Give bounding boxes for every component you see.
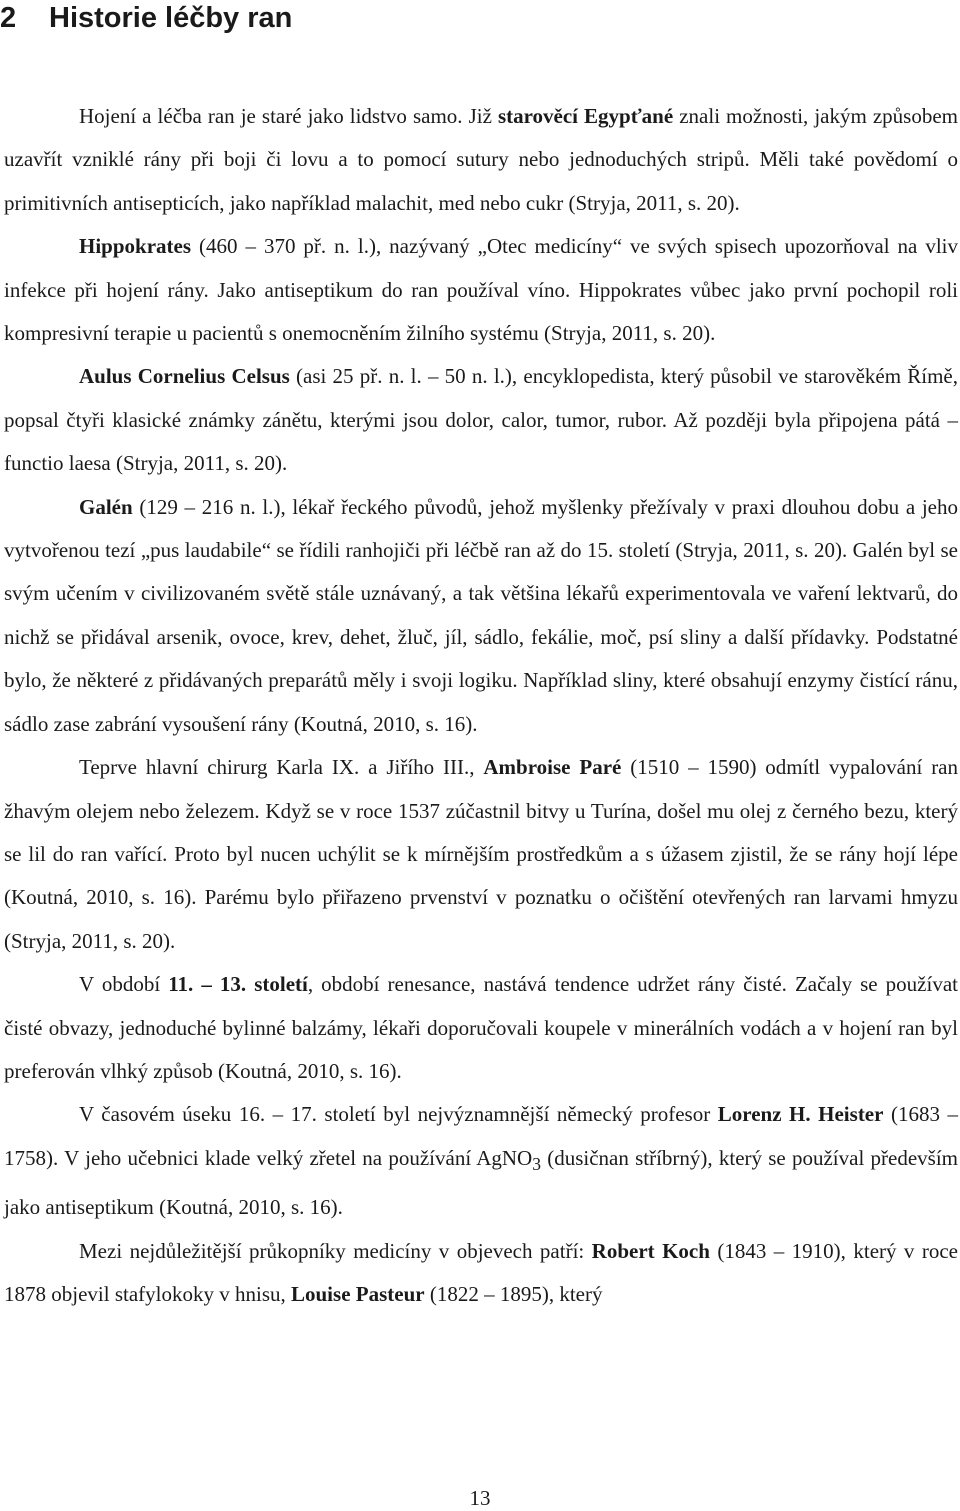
text-run: (1822 – 1895), který	[424, 1282, 603, 1307]
text-run: Hojení a léčba ran je staré jako lidstvo samo. Již	[79, 104, 498, 128]
text-run: V období	[79, 972, 169, 997]
text-run: (dusičnan stříbrný), který se používal především jako antiseptikum (Koutná, 2010, s. 16).	[4, 1145, 959, 1220]
text-run: V časovém úseku 16. – 17. století byl nejvýznamnější německý profesor	[79, 1102, 718, 1127]
text-run: (460 – 370 př. n. l.), nazývaný „Otec medicíny“ ve svých spisech upozorňoval na vliv infekce při hojení rány. Jako antiseptikum do ran používal víno. Hippokrates vůbec jako první pochopil roli kompresivní terapie u pacientů s onemocněním žilního systému (Stryja, 2011, s. 20).	[4, 234, 958, 346]
text-run: znali možnosti, jakým způsobem uzavřít vzniklé rány při boji či lovu a to pomocí sutury nebo jednoduchých stripů. Měli také povědomí o primitivních antisepticích, jako například malachit, med nebo cukr (Stryja, 2011, s. 20).	[4, 104, 959, 215]
text-run: (129 – 216 n. l.), lékař řeckého původů, jehož myšlenky přežívaly v praxi dlouhou dobu a jeho vytvořenou tezí „pus laudabile“ se řídili ranhojiči při léčbě ran až do 15. století (Stryja, 2011, s. 20). Galén byl se svým učením v civilizovaném světě stále uznávaný, a tak většina lékařů experimentovala ve vaření lektvarů, do nichž se přidával arsenik, ovoce, krev, dehet, žluč, jíl, sádlo, fekálie, moč, psí sliny a další přídavky. Podstatné bylo, že některé z přidávaných preparátů měly i svoji logiku. Například sliny, které obsahují enzymy čistící ránu, sádlo zase zabrání vysoušení rány (Koutná, 2010, s. 16).	[4, 494, 958, 736]
bold-term: Lorenz H. Heister	[717, 1102, 884, 1127]
bold-term: 11. – 13. století	[168, 972, 308, 997]
bold-term: Louise Pasteur	[291, 1282, 425, 1307]
bold-term: Ambroise Paré	[483, 755, 622, 780]
text-run: (1683 – 1758). V jeho učebnici klade velký zřetel na používání AgNO	[4, 1102, 958, 1170]
section-number: 2	[0, 2, 17, 34]
paragraph-celsus	[4, 355, 958, 485]
text-run: (1510 – 1590) odmítl vypalování ran žhavým olejem nebo železem. Když se v roce 1537 zúčastnil bitvy u Turína, došel mu olej z černého bezu, který se lil do ran vařící. Proto byl nucen uchýlit se k mírnějším prostředkům a s úžasem zjistil, že se rány hojí lépe (Koutná, 2010, s. 16). Parému bylo přiřazeno prvenství v poznatku o očištění otevřených ran larvami hmyzu (Stryja, 2011, s. 20).	[4, 755, 959, 953]
bold-term: starověcí Egypťané	[497, 104, 674, 128]
subscript: 3	[532, 1153, 541, 1174]
paragraph-egyptians	[4, 95, 958, 225]
section-title: Historie léčby ran	[49, 2, 293, 34]
body-text	[4, 95, 958, 1317]
bold-term: Hippokrates	[79, 234, 192, 259]
text-run: , období renesance, nastává tendence udržet rány čisté. Začaly se používat čisté obvazy, jednoduché bylinné balzámy, lékaři doporučovali koupele v minerálních vodách a v hojení ran byl preferován vlhký způsob (Koutná, 2010, s. 16).	[4, 972, 958, 1083]
text-run: (asi 25 př. n. l. – 50 n. l.), encyklopedista, který působil ve starověkém Římě, popsal čtyři klasické známky zánětu, kterými jsou dolor, calor, tumor, rubor. Až později byla připojena pátá – functio laesa (Stryja, 2011, s. 20).	[4, 364, 958, 476]
bold-term: Galén	[79, 494, 133, 519]
paragraph-pioneers	[4, 1230, 958, 1317]
paragraph-pare	[4, 746, 958, 963]
paragraph-hippokrates	[4, 225, 958, 355]
text-run: Teprve hlavní chirurg Karla IX. a Jiřího III.,	[79, 755, 484, 780]
bold-term: Aulus Cornelius Celsus	[79, 364, 290, 389]
bold-term: Robert Koch	[591, 1238, 710, 1263]
section-heading	[0, 0, 292, 36]
text-run: (1843 – 1910), který v roce 1878 objevil stafylokoky v hnisu,	[4, 1238, 958, 1307]
paragraph-galen	[4, 486, 958, 746]
text-run: Mezi nejdůležitější průkopníky medicíny v objevech patří:	[79, 1238, 592, 1263]
paragraph-renaissance	[4, 963, 958, 1093]
paragraph-heister	[4, 1093, 958, 1229]
page-number: 13	[469, 1486, 491, 1510]
